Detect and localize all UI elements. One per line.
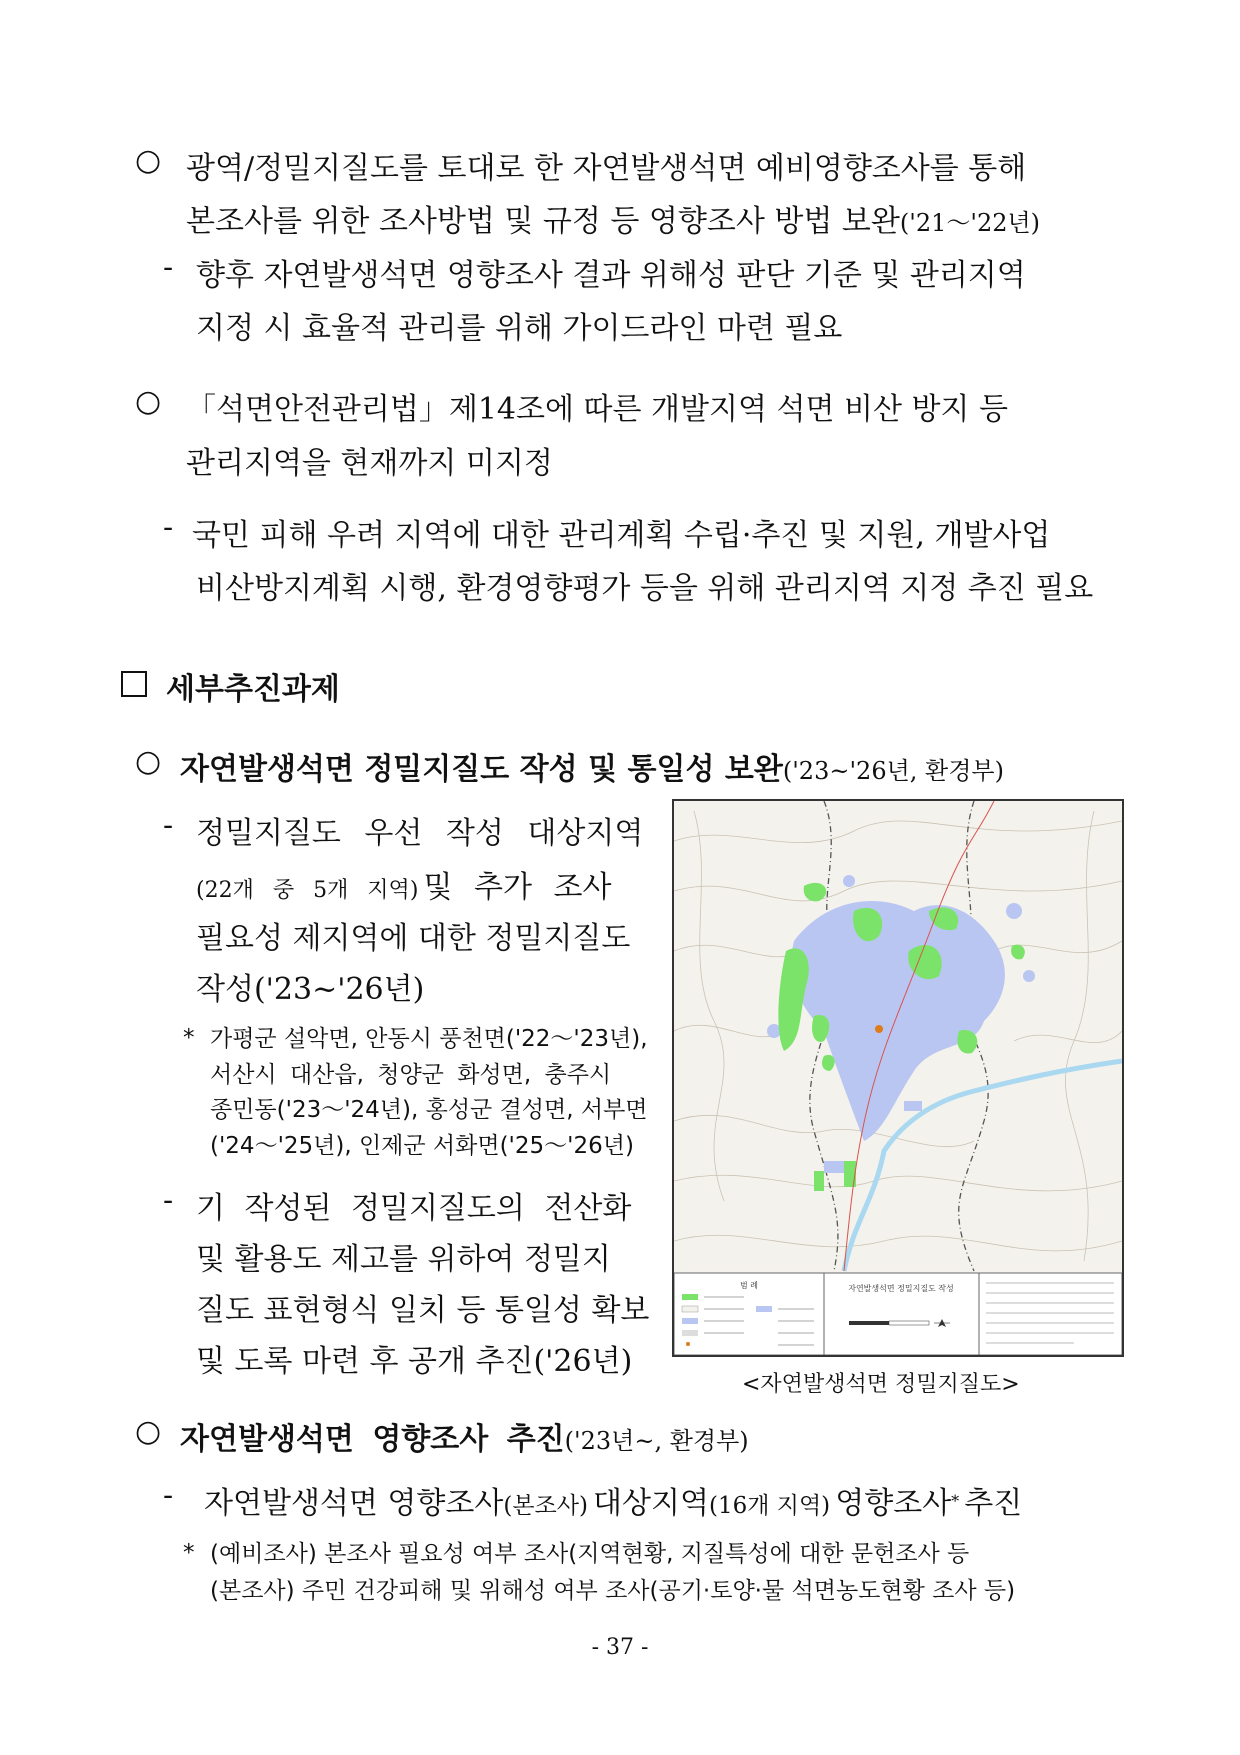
- bullet-circle: ○: [135, 744, 162, 779]
- task1-item1-line2: [196, 862, 611, 906]
- para1-sub-line2: 지정 시 효율적 관리를 위해 가이드라인 마련 필요: [196, 311, 843, 346]
- task1-title: 자연발생석면 정밀지질도 작성 및 통일성 보완: [180, 752, 783, 787]
- bullet-circle: ○: [135, 384, 162, 419]
- task1-item2-line4: 및 도록 마련 후 공개 추진('26년): [196, 1344, 633, 1379]
- para1-line1: [186, 143, 1112, 187]
- map-title: 자연발생석면 정밀지질도 작성: [848, 1284, 954, 1293]
- section-box-icon: [121, 671, 147, 697]
- map-graphic: [674, 801, 1122, 1355]
- note-asterisk: *: [183, 1025, 195, 1051]
- task2-item-a: 자연발생석면 영향조사: [204, 1486, 504, 1521]
- dash: -: [163, 1478, 174, 1513]
- task1-note-line3: 종민동('23～'24년), 홍성군 결성면, 서부면: [210, 1097, 648, 1123]
- para2-sub-line2: 비산방지계획 시행, 환경영향평가 등을 위해 관리지역 지정 추진 필요: [196, 571, 1094, 606]
- section-title: 세부추진과제: [166, 672, 340, 707]
- task1-item1-line1: 정밀지질도 우선 작성 대상지역: [196, 816, 644, 851]
- task1-item1-line3: 필요성 제지역에 대한 정밀지질도: [196, 921, 631, 956]
- task2-item-c: 대상지역: [593, 1486, 709, 1521]
- task2-item-f: 추진: [964, 1486, 1023, 1521]
- para1-line2: [186, 196, 1040, 240]
- task2-period: ('23년~, 환경부): [564, 1427, 749, 1455]
- para2-line1: 「석면안전관리법」제14조에 따른 개발지역 석면 비산 방지 등: [186, 392, 1008, 427]
- task2-item-b: (본조사): [503, 1493, 588, 1519]
- task1-note-line1: 가평군 설악면, 안동시 풍천면('22～'23년),: [210, 1026, 648, 1052]
- dash: -: [163, 250, 174, 285]
- geologic-map-figure: [672, 799, 1124, 1357]
- bullet-circle: ○: [135, 143, 162, 178]
- task1-item2-line2: 및 활용도 제고를 위하여 정밀지: [196, 1242, 611, 1277]
- task2-item-e: 영향조사: [835, 1486, 952, 1521]
- task2-title: 자연발생석면 영향조사 추진: [180, 1422, 565, 1457]
- task2-item-d: (16개 지역): [708, 1493, 831, 1519]
- para1-period: ('21～'22년): [899, 209, 1041, 237]
- page-number: - 37 -: [591, 1635, 649, 1660]
- para1-line1-text: 광역/정밀지질도를 토대로 한 자연발생석면 예비영향조사를 통해: [186, 151, 1027, 186]
- task1-heading: [180, 744, 1004, 788]
- task1-item1-line2a: (22개 중 5개 지역): [196, 878, 419, 903]
- dash: -: [163, 510, 174, 545]
- bullet-circle: ○: [135, 1414, 162, 1449]
- para1-sub-line1: 향후 자연발생석면 영향조사 결과 위해성 판단 기준 및 관리지역: [196, 258, 1026, 293]
- para2-line2: 관리지역을 현재까지 미지정: [186, 446, 553, 481]
- para1-line2-text: 본조사를 위한 조사방법 및 규정 등 영향조사 방법 보완: [186, 204, 900, 239]
- task1-item2-line1: 기 작성된 정밀지질도의 전산화: [196, 1191, 632, 1226]
- task1-period: ('23~'26년, 환경부): [782, 757, 1004, 785]
- task2-heading: [180, 1414, 749, 1458]
- dash: -: [163, 808, 174, 843]
- map-legend-title: 범 례: [740, 1281, 758, 1290]
- dash: -: [163, 1183, 174, 1218]
- task2-item: [204, 1478, 1022, 1522]
- task1-item1-line4: 작성('23~'26년): [196, 972, 425, 1007]
- task2-note-line1: (예비조사) 본조사 필요성 여부 조사(지역현황, 지질특성에 대한 문헌조사 등: [210, 1541, 970, 1567]
- task1-note-line4: ('24～'25년), 인제군 서화면('25～'26년): [210, 1133, 634, 1159]
- task1-item1-line2b: 및 추가 조사: [423, 870, 612, 905]
- task2-footnote-mark: *: [951, 1491, 960, 1511]
- map-caption: <자연발생석면 정밀지질도>: [742, 1372, 1020, 1397]
- task2-note-line2: (본조사) 주민 건강피해 및 위해성 여부 조사(공기·토양·물 석면농도현황 조사 등): [210, 1578, 1016, 1604]
- task1-item2-line3: 질도 표현형식 일치 등 통일성 확보: [196, 1293, 650, 1328]
- para2-sub-line1: 국민 피해 우려 지역에 대한 관리계획 수립·추진 및 지원, 개발사업: [192, 518, 1051, 553]
- note-asterisk: *: [183, 1540, 195, 1566]
- task1-note-line2: 서산시 대산읍, 청양군 화성면, 충주시: [210, 1062, 612, 1088]
